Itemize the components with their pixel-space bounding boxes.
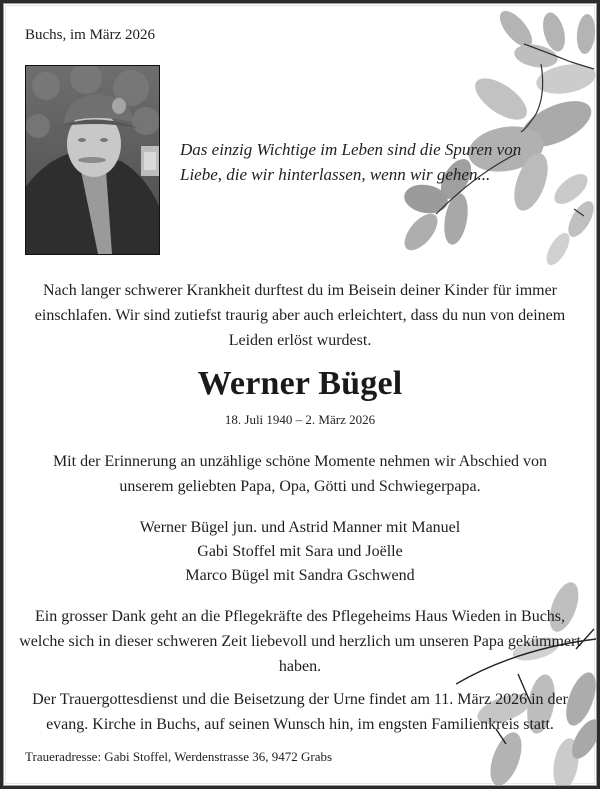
place-date: Buchs, im März 2026 bbox=[25, 27, 155, 43]
quote-line: Liebe, die wir hinterlassen, wenn wir gehen... bbox=[180, 165, 491, 184]
farewell-paragraph bbox=[16, 449, 584, 499]
family-member: Marco Bügel mit Sandra Gschwend bbox=[185, 567, 415, 584]
obituary-paper bbox=[3, 3, 597, 786]
farewell-line: Mit der Erinnerung an unzählige schöne Momente nehmen wir Abschied von bbox=[52, 453, 548, 470]
farewell-line: unserem geliebten Papa, Opa, Götti und Schwiegerpapa. bbox=[119, 478, 481, 495]
life-dates: 18. Juli 1940 – 2. März 2026 bbox=[224, 412, 376, 427]
service-line: Der Trauergottesdienst und die Beisetzung der Urne findet am 11. März 2026 in der bbox=[32, 691, 568, 708]
obituary-notice bbox=[4, 4, 596, 785]
portrait-photo bbox=[25, 65, 160, 255]
intro-paragraph bbox=[16, 278, 584, 353]
thanks-paragraph bbox=[12, 604, 588, 679]
mourning-address: Traueradresse: Gabi Stoffel, Werdenstrasse 36, 9472 Grabs bbox=[25, 749, 333, 764]
quote-line: Das einzig Wichtige im Leben sind die Spuren von bbox=[180, 140, 522, 159]
family-member: Werner Bügel jun. und Astrid Manner mit Manuel bbox=[139, 519, 461, 536]
thanks-line: Ein grosser Dank geht an die Pflegekräfte des Pflegeheims Haus Wieden in Buchs, bbox=[34, 608, 566, 625]
deceased-name: Werner Bügel bbox=[197, 365, 403, 402]
service-paragraph bbox=[12, 687, 588, 737]
intro-line: einschlafen. Wir sind zutiefst traurig aber auch erleichtert, dass du nun von deinem bbox=[34, 307, 566, 324]
service-line: evang. Kirche in Buchs, auf seinen Wunsch hin, im engsten Familienkreis statt. bbox=[46, 716, 554, 733]
family-list bbox=[16, 516, 584, 588]
family-member: Gabi Stoffel mit Sara und Joëlle bbox=[197, 543, 403, 560]
thanks-line: haben. bbox=[278, 658, 322, 675]
thanks-line: welche sich in dieser schweren Zeit liebevoll und herzlich um unseren Papa gekümmert bbox=[19, 633, 581, 650]
memorial-quote bbox=[180, 137, 540, 187]
intro-line: Nach langer schwerer Krankheit durftest du im Beisein deiner Kinder für immer bbox=[42, 282, 558, 299]
portrait-image-icon bbox=[26, 66, 159, 254]
intro-line: Leiden erlöst wurdest. bbox=[228, 332, 372, 349]
